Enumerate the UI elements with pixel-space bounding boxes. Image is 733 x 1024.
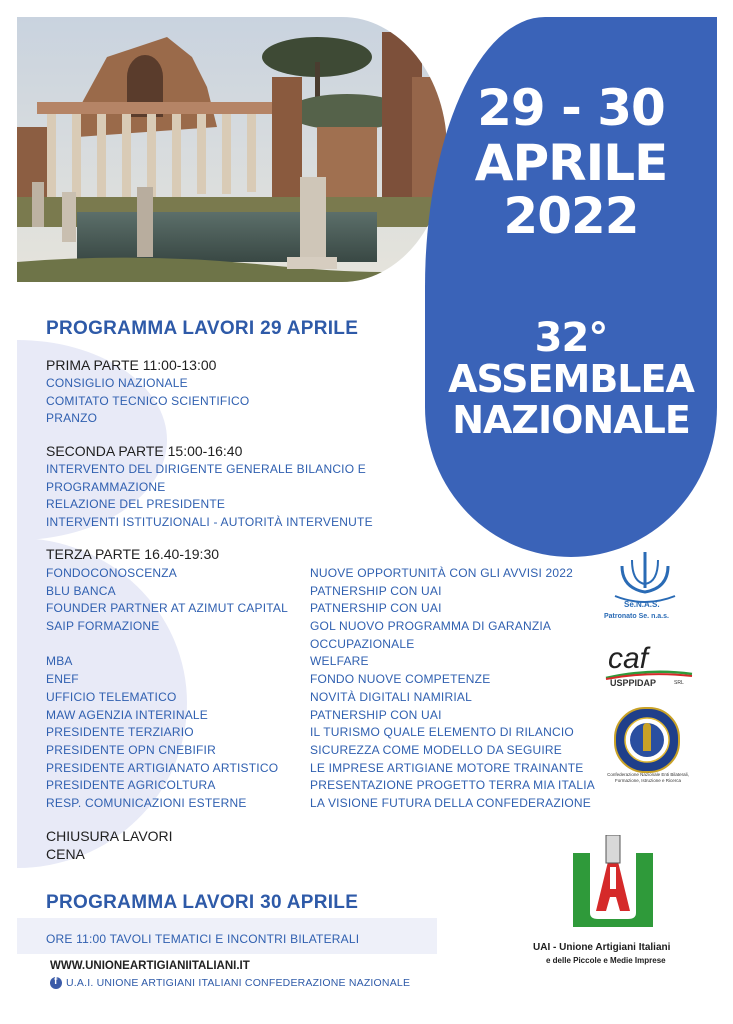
part1-label: PRIMA PARTE 11:00-13:00: [46, 357, 217, 373]
list-item: PATNERSHIP CON UAI: [310, 601, 442, 616]
list-item: SAIP FORMAZIONE: [46, 619, 160, 634]
caf-wordmark: caf: [608, 642, 649, 675]
list-item: [46, 636, 288, 654]
list-item: CONSIGLIO NAZIONALE: [46, 376, 188, 390]
list-item: ENEF: [46, 672, 79, 687]
list-item: PRESENTAZIONE PROGETTO TERRA MIA ITALIA: [310, 778, 595, 793]
senas-caption: Patronato Se. n.a.s.: [604, 613, 669, 620]
list-item: LE IMPRESE ARTIGIANE MOTORE TRAINANTE: [310, 760, 584, 775]
caf-srl: SRL: [674, 680, 684, 686]
uai-subtitle: e delle Piccole e Medie Imprese: [546, 956, 666, 965]
banner-dates-line2: APRILE: [474, 134, 668, 192]
list-item: RELAZIONE DEL PRESIDENTE: [46, 497, 226, 512]
uai-logo: [568, 835, 658, 935]
banner-edition: 32°: [534, 315, 608, 361]
uai-title-text: UAI - Unione Artigiani Italiani: [533, 942, 671, 953]
part3-speakers: [46, 565, 288, 813]
confederazione-seal: [614, 707, 680, 773]
facebook-icon[interactable]: f: [50, 977, 62, 989]
list-item: UFFICIO TELEMATICO: [46, 689, 177, 704]
list-item: IL TURISMO QUALE ELEMENTO DI RILANCIO: [310, 725, 574, 740]
list-item: MAW AGENZIA INTERINALE: [46, 707, 208, 722]
list-item: PRESIDENTE OPN CNEBIFIR: [46, 742, 216, 757]
list-item: PATNERSHIP CON UAI: [310, 707, 442, 722]
uai-letters-icon: [568, 835, 658, 935]
closing-line2: CENA: [46, 846, 85, 862]
part2-label: SECONDA PARTE 15:00-16:40: [46, 443, 243, 459]
caf-logo: [604, 642, 694, 692]
banner-title-line1: ASSEMBLEA: [448, 357, 694, 401]
list-item: OCCUPAZIONALE: [310, 636, 415, 651]
list-item: INTERVENTO DEL DIRIGENTE GENERALE BILANCIO E: [46, 462, 366, 476]
list-item: FONDOCONOSCENZA: [46, 566, 178, 580]
senas-label: Se.N.A.S.: [624, 600, 660, 609]
program2-heading: PROGRAMMA LAVORI 30 APRILE: [46, 892, 359, 913]
list-item: PRESIDENTE TERZIARIO: [46, 725, 194, 740]
list-item: WELFARE: [310, 654, 369, 669]
list-item: PRESIDENTE ARTIGIANATO ARTISTICO: [46, 760, 279, 775]
list-item: INTERVENTI ISTITUZIONALI - AUTORITÀ INTERVENUTE: [46, 515, 373, 530]
villa-adriana-photo: [17, 17, 447, 282]
list-item: PATNERSHIP CON UAI: [310, 583, 442, 598]
list-item: RESP. COMUNICAZIONI ESTERNE: [46, 795, 247, 810]
facebook-link[interactable]: U.A.I. UNIONE ARTIGIANI ITALIANI CONFEDERAZIONE NAZIONALE: [66, 977, 411, 989]
part3-label: TERZA PARTE 16.40-19:30: [46, 546, 220, 562]
list-item: PROGRAMMAZIONE: [46, 479, 166, 494]
event-banner: [425, 17, 717, 557]
list-item: NUOVE OPPORTUNITÀ CON GLI AVVISI 2022: [310, 566, 574, 580]
closing-line1: CHIUSURA LAVORI: [46, 828, 173, 844]
list-item: FOUNDER PARTNER AT AZIMUT CAPITAL: [46, 601, 288, 616]
banner-dates-line1: 29 - 30: [477, 79, 665, 137]
list-item: LA VISIONE FUTURA DELLA CONFEDERAZIONE: [310, 795, 591, 810]
list-item: PRANZO: [46, 411, 98, 426]
program2-item: ORE 11:00 TAVOLI TEMATICI E INCONTRI BILATERALI: [46, 932, 360, 946]
uai-title: [533, 942, 670, 953]
list-item: GOL NUOVO PROGRAMMA DI GARANZIA: [310, 619, 552, 634]
list-item: NOVITÀ DIGITALI NAMIRIAL: [310, 689, 472, 704]
list-item: MBA: [46, 654, 73, 669]
banner-title-line2: NAZIONALE: [452, 398, 690, 442]
program1-heading: PROGRAMMA LAVORI 29 APRILE: [46, 318, 359, 339]
seal-caption: Confederazione Nazionale Enti Bilaterali, Formazione, Istruzione e Ricerca: [607, 772, 689, 783]
part2-list: [46, 461, 373, 532]
caf-sub: USPPIDAP: [610, 678, 657, 688]
website-link[interactable]: WWW.UNIONEARTIGIANIITALIANI.IT: [50, 960, 250, 972]
seal-emblem-icon: [616, 709, 678, 771]
list-item: SICUREZZA COME MODELLO DA SEGUIRE: [310, 742, 562, 757]
part3-topics: [310, 565, 595, 813]
list-item: COMITATO TECNICO SCIENTIFICO: [46, 393, 250, 408]
list-item: FONDO NUOVE COMPETENZE: [310, 672, 491, 687]
list-item: BLU BANCA: [46, 583, 116, 598]
ruins-illustration: [17, 17, 447, 282]
list-item: PRESIDENTE AGRICOLTURA: [46, 778, 216, 793]
part1-list: [46, 375, 249, 428]
banner-dates-line3: 2022: [503, 187, 639, 245]
